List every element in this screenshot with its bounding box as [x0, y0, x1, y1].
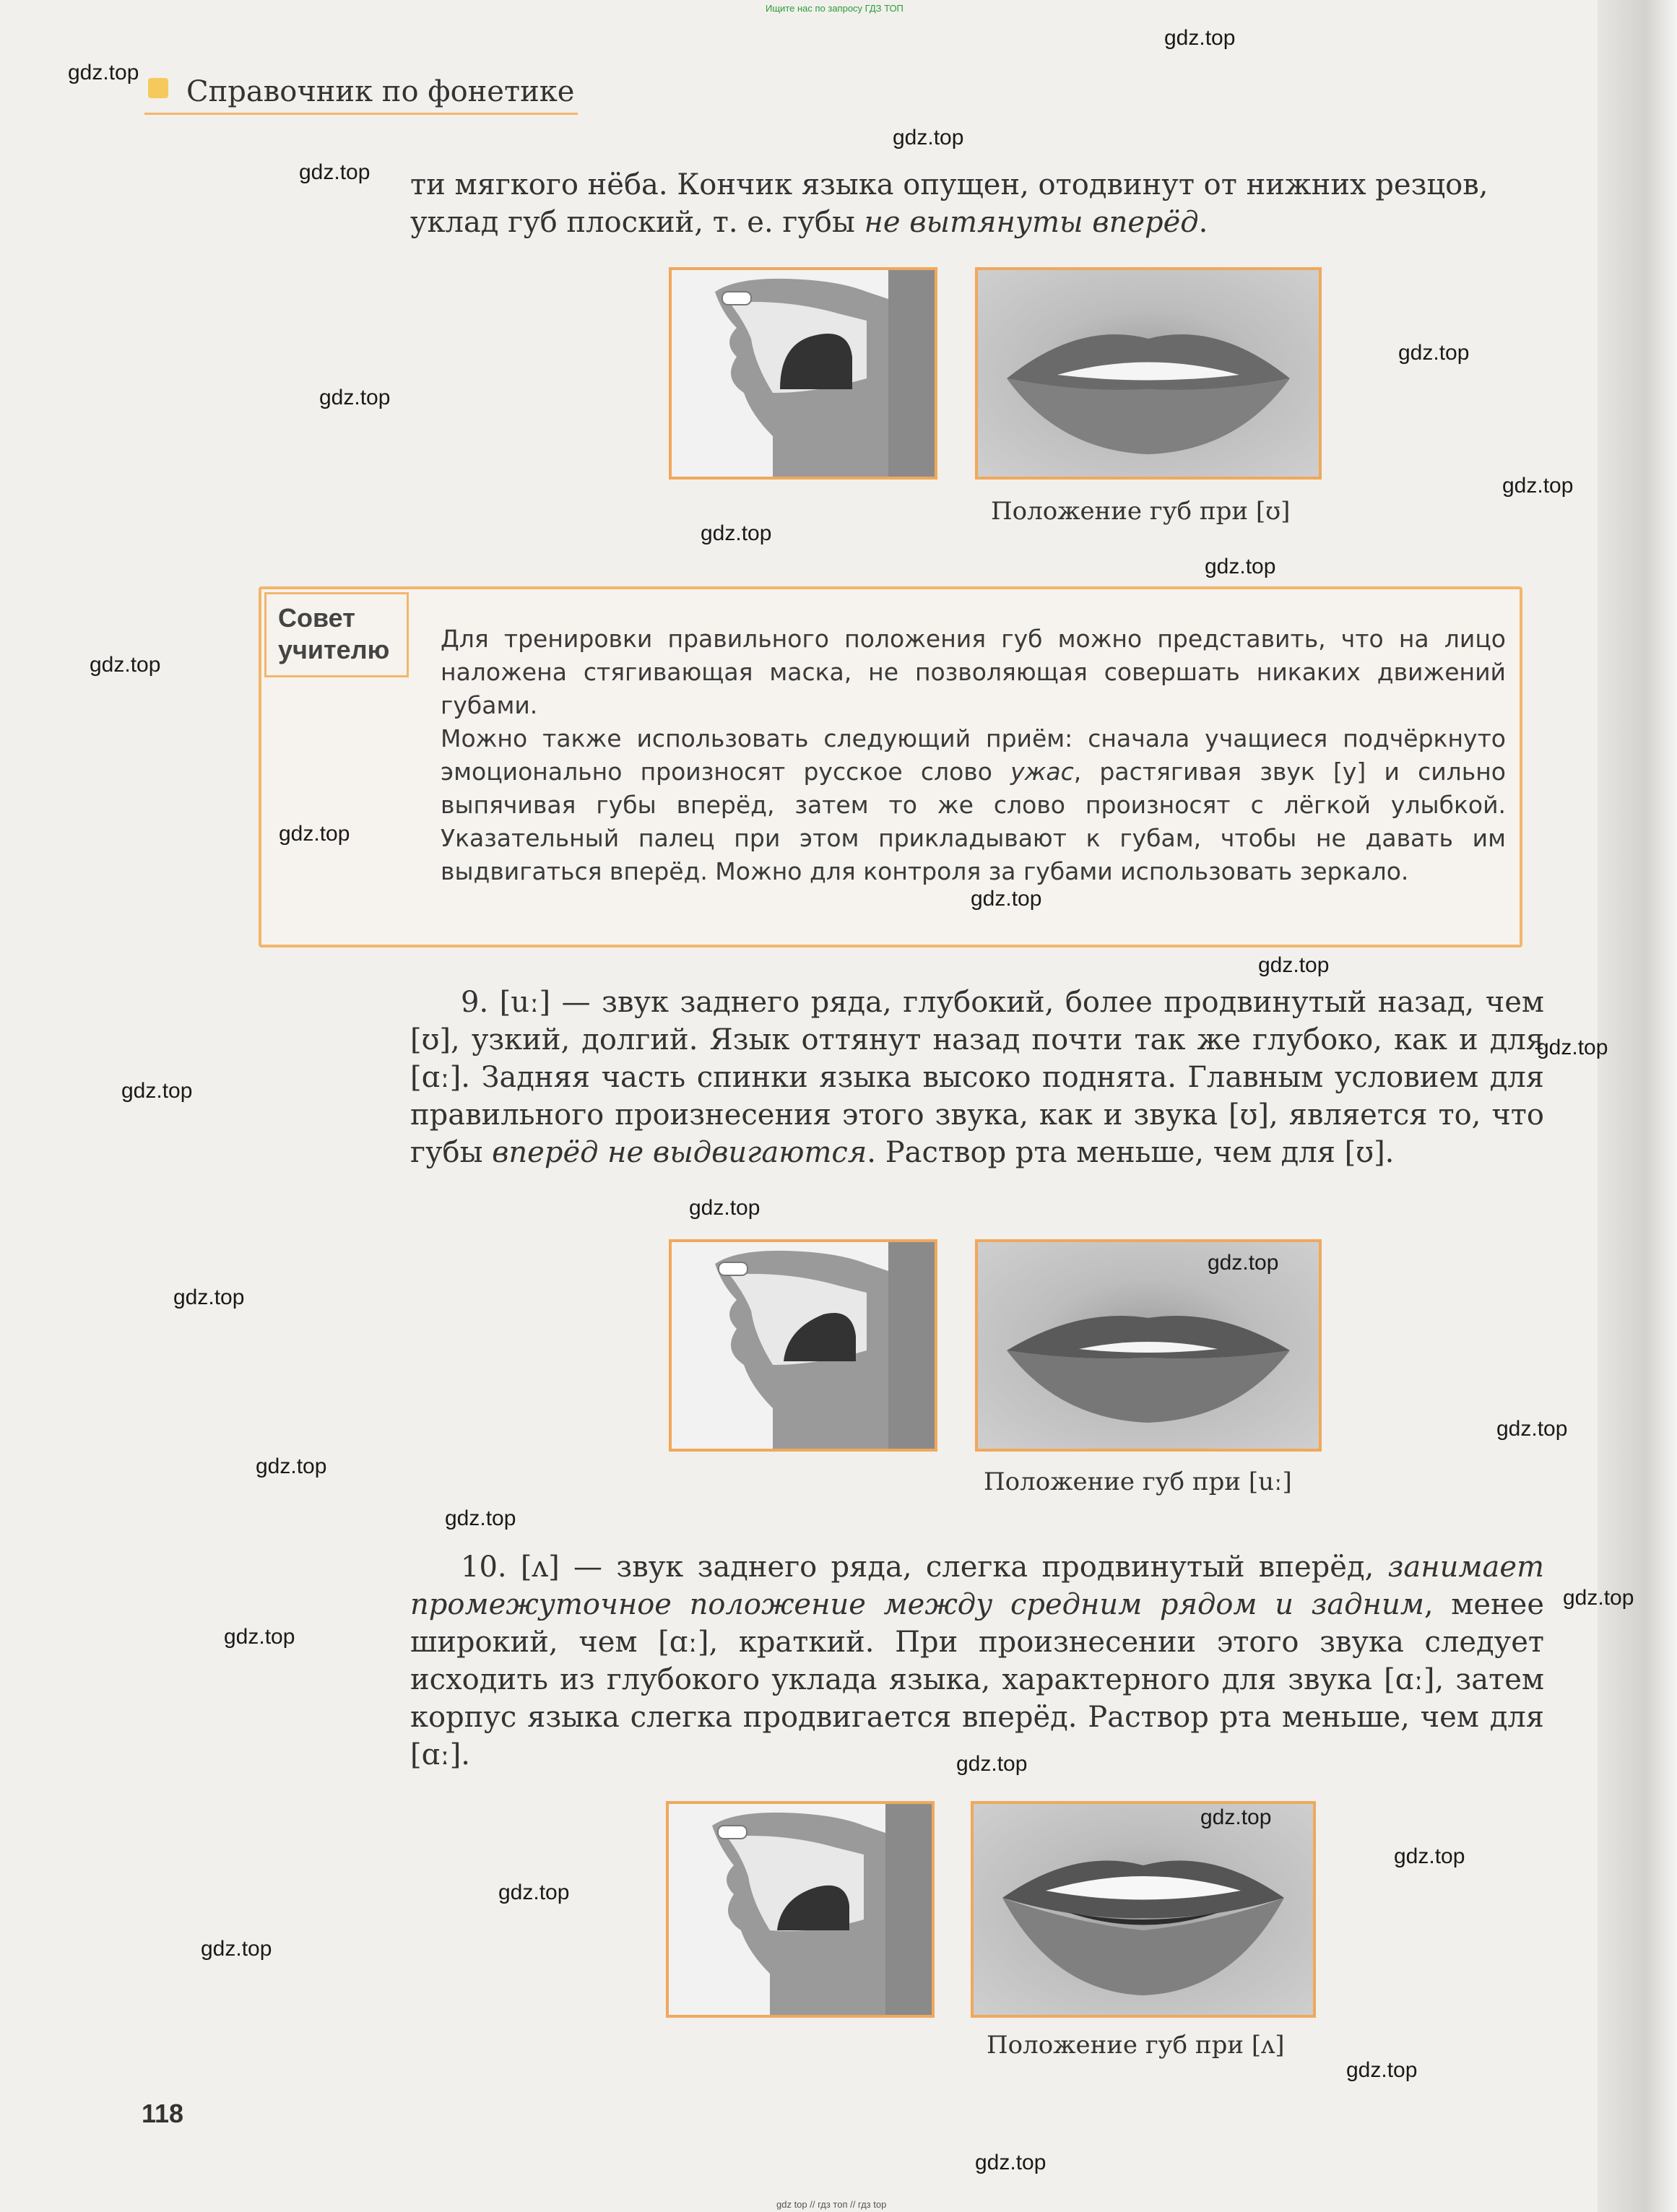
- vocal-tract-icon: [669, 1804, 932, 2015]
- lips-icon: [974, 1804, 1313, 2015]
- watermark: gdz.top: [893, 126, 964, 149]
- section-title: Справочник по фонетике: [186, 75, 575, 108]
- page-number: 118: [142, 2099, 184, 2128]
- bottom-note: gdz top // гдз топ // гдз top: [776, 2199, 887, 2210]
- tip-paragraph-2: [441, 722, 1506, 888]
- paragraph-10: [410, 1548, 1544, 1774]
- watermark: gdz.top: [173, 1285, 245, 1309]
- tip-label-line-1: Совет: [278, 603, 355, 633]
- watermark: gdz.top: [1346, 2058, 1418, 2082]
- text-run: . Раствор рта меньше, чем для [ʊ].: [867, 1136, 1395, 1169]
- watermark: gdz.top: [1502, 474, 1574, 498]
- watermark: gdz.top: [1496, 1417, 1568, 1441]
- watermark: gdz.top: [68, 61, 139, 84]
- watermark: gdz.top: [201, 1937, 272, 1961]
- emphasis: ужас: [1010, 758, 1074, 786]
- paragraph-1-line-2: [410, 204, 1544, 241]
- watermark: gdz.top: [224, 1625, 295, 1649]
- lips-icon: [978, 270, 1319, 477]
- watermark: gdz.top: [445, 1506, 516, 1530]
- watermark: gdz.top: [1200, 1805, 1272, 1829]
- watermark: gdz.top: [1205, 555, 1276, 578]
- tip-label-line-2: учителю: [278, 635, 390, 664]
- text-run: Можно также использовать следующий приём: сначала учащиеся подчёркнуто эмоционально произносят русское слово: [441, 724, 1506, 786]
- articulation-diagram-u-long: [669, 1239, 937, 1452]
- watermark: gdz.top: [90, 653, 161, 677]
- emphasis: занимает промежуточное положение между средним рядом и задним: [410, 1550, 1544, 1621]
- vocal-tract-icon: [672, 270, 935, 477]
- watermark: gdz.top: [975, 2151, 1046, 2174]
- section-marker: [148, 78, 168, 98]
- emphasis: вперёд не выдвигаются: [492, 1136, 867, 1169]
- lips-photo-wedge: [971, 1801, 1316, 2018]
- watermark: gdz.top: [319, 386, 391, 409]
- paragraph-1: [410, 166, 1544, 241]
- watermark: gdz.top: [1563, 1586, 1634, 1610]
- watermark: gdz.top: [1164, 26, 1236, 50]
- watermark: gdz.top: [971, 887, 1042, 911]
- text-run: 10. [ʌ] — звук заднего ряда, слегка продвинутый вперёд,: [461, 1550, 1388, 1584]
- caption-fig-3: Положение губ при [ʌ]: [987, 2031, 1285, 2060]
- caption-fig-2: Положение губ при [uː]: [984, 1467, 1292, 1496]
- page-edge-shadow: [1598, 0, 1677, 2212]
- text-run: .: [1198, 206, 1208, 239]
- paragraph-1-line-1: ти мягкого нёба. Кончик языка опущен, отодвинут от нижних резцов,: [410, 168, 1488, 201]
- watermark: gdz.top: [689, 1196, 760, 1220]
- text-run: , растягивая звук [у] и сильно выпячивая губы вперёд, затем то же слово произносят с лёгкой улыбкой. Указательный палец при этом прикладывают к губам, чтобы не давать им выдвигаться вперёд. Можно для контроля за губами использовать зеркало.: [441, 758, 1506, 885]
- watermark: gdz.top: [1258, 953, 1330, 977]
- header-rule: [144, 113, 578, 115]
- watermark: gdz.top: [1398, 341, 1470, 365]
- text-run: , менее широкий, чем [ɑː], краткий. При произнесении этого звука следует исходить из глубокого уклада языка, характерного для звука [ɑː], затем корпус языка слегка продвигается вперёд. Раствор рта меньше, чем для [ɑː].: [410, 1588, 1544, 1771]
- watermark: gdz.top: [956, 1752, 1028, 1776]
- watermark: gdz.top: [256, 1454, 327, 1478]
- paragraph-9: [410, 984, 1544, 1171]
- text-run: 9. [uː] — звук заднего ряда, глубокий, более продвинутый назад, чем [ʊ], узкий, долгий. Язык оттянут назад почти так же глубоко, как и для [ɑː]. Задняя часть спинки языка высоко поднята. Главным условием для правильного произнесения этого звука, как и звука [ʊ], является то, что губы: [410, 986, 1544, 1169]
- caption-fig-1: Положение губ при [ʊ]: [991, 497, 1291, 526]
- articulation-diagram-u-short: [669, 267, 937, 480]
- watermark: gdz.top: [121, 1079, 193, 1103]
- articulation-diagram-wedge: [666, 1801, 935, 2018]
- watermark: gdz.top: [498, 1881, 570, 1904]
- watermark: gdz.top: [701, 521, 772, 545]
- teacher-tip-text: [441, 623, 1506, 888]
- vocal-tract-icon: [672, 1242, 935, 1449]
- emphasis: не вытянуты вперёд: [864, 206, 1199, 239]
- watermark: gdz.top: [299, 160, 370, 184]
- top-note: Ищите нас по запросу ГДЗ ТОП: [766, 3, 904, 14]
- teacher-tip-label: [278, 602, 389, 666]
- watermark: gdz.top: [279, 822, 350, 846]
- tip-paragraph-1: Для тренировки правильного положения губ можно представить, что на лицо наложена стягивающая маска, не позволяющая совершать никаких движений губами.: [441, 625, 1506, 719]
- watermark: gdz.top: [1394, 1844, 1465, 1868]
- watermark: gdz.top: [1208, 1251, 1279, 1275]
- watermark: gdz.top: [1537, 1036, 1608, 1059]
- lips-photo-u-short: [975, 267, 1322, 480]
- text-run: уклад губ плоский, т. е. губы: [410, 206, 864, 239]
